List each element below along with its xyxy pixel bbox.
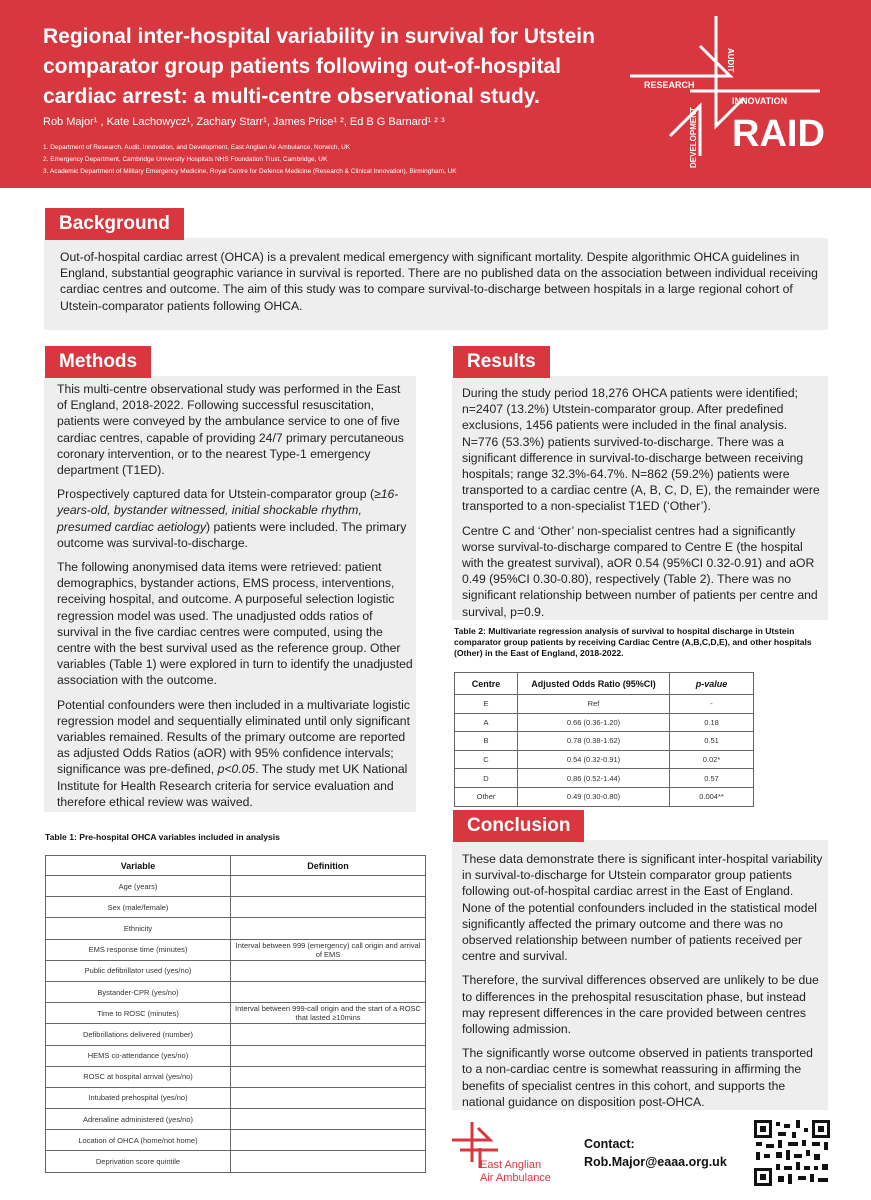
table2-cell-pvalue: 0.004** [670,787,754,806]
results-paragraph-2: Centre C and ‘Other’ non-specialist centres had a significantly worse survival-to-discharge compared to Centre E (the hospital with the greatest survival), aOR 0.54 (95%CI 0.32-0.91) and aOR 0.49 (95%CI 0.30-0.80), respectively (Table 2). There was no significant relationship between number of patients per centre and survival, p=0.9. [462,523,818,619]
table2-cell-aor: 0.86 (0.52-1.44) [518,769,670,788]
table2-cell-centre: Other [455,787,518,806]
table1-cell-definition [231,960,426,981]
table2-cell-aor: 0.78 (0.38-1.62) [518,732,670,751]
table1-cell-definition [231,1045,426,1066]
conclusion-paragraph-1: These data demonstrate there is significant inter-hospital variability in survival-to-discharge for Utstein comparator group patients following out-of-hospital cardiac arrest in the East of England. None of the potential confounders included in the statistical model significantly affected the primary outcome and there was no observed relationship between number of patients received per centre and survival. [462,852,823,964]
table2-cell-centre: D [455,769,518,788]
table1-cell-variable: Age (years) [46,876,231,897]
table1-row [46,1151,426,1172]
table2-row [455,787,754,806]
table1-cell-variable: Sex (male/female) [46,897,231,918]
results-paragraph-1: During the study period 18,276 OHCA patients were identified; n=2407 (13.2%) Utstein-comparator group. After predefined exclusions, 1456 patients were included in the final analysis. N=776 (53.3%) patients survived-to-discharge. There was a significant difference in survival-to-discharge between receiving hospitals; range 32.3%-64.7%. N=862 (59.2%) patients were transported to a cardiac centre (A, B, C, D, E), the remainder were transported to a non-specialist T1ED (‘Other’). [462,386,820,514]
table1-row [46,1003,426,1024]
contact-block [584,1135,727,1171]
footer-org-line2: Air Ambulance [480,1172,551,1184]
table1-cell-variable: Bystander-CPR (yes/no) [46,981,231,1002]
table1-cell-definition: Interval between 999-call origin and the start of a ROSC that lasted ≥10mins [231,1003,426,1024]
table2-cell-centre: B [455,732,518,751]
table1-caption: Table 1: Pre-hospital OHCA variables included in analysis [45,832,280,842]
table1-row [46,897,426,918]
methods-p2-end: ) patients were included. The primary outcome was survival-to-discharge. [57,519,407,550]
header-banner [0,0,871,188]
table1-body [46,876,426,1173]
table1-cell-definition [231,1151,426,1172]
table1 [45,855,426,1173]
table1-cell-variable: Public defibrillator used (yes/no) [46,960,231,981]
table2-row [455,713,754,732]
results-heading: Results [453,346,550,378]
affiliations [43,142,457,178]
conclusion-paragraph-2: Therefore, the survival differences observed are unlikely to be due to differences in the prehospital resuscitation phase, but instead may represent differences in the care provided between centres following admission. [462,973,819,1037]
logo-word-innovation: INNOVATION [732,96,788,106]
background-heading: Background [45,208,184,240]
table1-cell-variable: Time to ROSC (minutes) [46,1003,231,1024]
table2-cell-aor: Ref [518,695,670,714]
contact-label: Contact: [584,1137,635,1151]
table1-cell-variable: Adrenaline administered (yes/no) [46,1109,231,1130]
table1-row [46,981,426,1002]
poster-title: Regional inter-hospital variability in survival for Utstein comparator group patients following out-of-hospital cardiac arrest: a multi-centre observational study. [43,25,595,108]
methods-p2-criteria: ≥16-years-old, bystander witnessed, initial shockable rhythm, presumed cardiac aetiology [57,487,399,534]
methods-paragraph-1: This multi-centre observational study was performed in the East of England, 2018-2022. Following successful resuscitation, patients were conveyed by the ambulance service to one of five cardiac centres, capable of providing 24/7 primary percutaneous coronary intervention, or to the nearest Type-1 emergency department (T1ED). [57,382,404,478]
methods-p2-start: Prospectively captured data for Utstein-comparator group ( [57,487,375,502]
table1-cell-definition [231,876,426,897]
conclusion-paragraph-3: The significantly worse outcome observed in patients transported to a non-cardiac centre is somewhat reassuring in affirming the benefits of specialist centres in this cohort, and supports the national guidance on disposition post-OHCA. [462,1046,813,1109]
contact-email[interactable]: Rob.Major@eaaa.org.uk [584,1155,727,1169]
table1-cell-variable: ROSC at hospital arrival (yes/no) [46,1066,231,1087]
table2-body [455,695,754,807]
table2-cell-aor: 0.54 (0.32-0.91) [518,750,670,769]
table2-header-pvalue [670,673,754,695]
table1-cell-definition [231,1024,426,1045]
table2-cell-centre: C [455,750,518,769]
table2-header-aor: Adjusted Odds Ratio (95%CI) [518,673,670,695]
table1-row [46,1045,426,1066]
results-text [462,385,824,628]
table1-cell-variable: Location of OHCA (home/not home) [46,1130,231,1151]
table1-row [46,876,426,897]
table1-cell-definition [231,1066,426,1087]
methods-paragraph-2 [57,486,413,551]
table1-cell-definition: Interval between 999 (emergency) call origin and arrival of EMS [231,939,426,960]
table1-row [46,1109,426,1130]
table1-cell-variable: Defibrillations delivered (number) [46,1024,231,1045]
logo-word-development: DEVELOPMENT [689,107,698,168]
east-anglian-air-ambulance-logo [450,1118,565,1186]
table1-header-variable: Variable [46,856,231,876]
table2-row [455,769,754,788]
raid-logo [620,6,845,182]
table1-row [46,918,426,939]
table2-header-centre: Centre [455,673,518,695]
table1-cell-definition [231,918,426,939]
qr-code[interactable] [752,1118,832,1188]
methods-p4-threshold: p<0.05 [217,762,256,777]
table2-row [455,732,754,751]
table1-row [46,1130,426,1151]
logo-word-research: RESEARCH [644,80,695,90]
table1-cell-variable: Ethnicity [46,918,231,939]
table1-cell-definition [231,981,426,1002]
table2-cell-centre: E [455,695,518,714]
table2-cell-centre: A [455,713,518,732]
methods-heading: Methods [45,346,151,378]
table1-row [46,1024,426,1045]
table2-cell-pvalue: 0.57 [670,769,754,788]
affiliation-1: 1. Department of Research, Audit, Innovation, and Development, East Anglian Air Ambulance, Norwich, UK [43,144,351,151]
conclusion-text [462,851,824,1118]
methods-paragraph-3: The following anonymised data items were retrieved: patient demographics, bystander actions, EMS process, interventions, receiving hospital, and outcome. A purposeful selection logistic regression model was used. The unadjusted odds ratios of survival in the five cardiac centres were computed, using the centre with the best survival used as the reference group. Other variables (Table 1) were explored in turn to identify the unadjusted association with the outcome. [57,560,413,688]
table1-row [46,1087,426,1108]
table2-cell-pvalue: 0.02* [670,750,754,769]
table1-cell-definition [231,1130,426,1151]
table1-cell-variable: HEMS co-attendance (yes/no) [46,1045,231,1066]
table2-cell-aor: 0.49 (0.30-0.80) [518,787,670,806]
table2-caption: Table 2: Multivariate regression analysis of survival to hospital discharge in Utstein comparator group patients by receiving Cardiac Centre (A,B,C,D,E), and other hospitals (Other) in the East of England, 2018-2022. [454,626,812,658]
table2-cell-aor: 0.66 (0.36-1.20) [518,713,670,732]
table1-row [46,939,426,960]
table1-row [46,960,426,981]
footer-org-line1: East Anglian [480,1159,542,1171]
logo-brand: RAID [732,113,825,155]
methods-paragraph-4 [57,697,413,810]
methods-p4-end: . The study met UK National Institute for Health Research criteria for service evaluation and therefore ethical review was waived. [57,762,408,809]
table1-cell-variable: Intubated prehospital (yes/no) [46,1087,231,1108]
methods-text [57,381,413,818]
table2-cell-pvalue: 0.18 [670,713,754,732]
methods-p4-start: Potential confounders were then included in a multivariate logistic regression model and sequentially eliminated until only significant variables remained. Results of the primary outcome are reported as adjusted Odds Ratios (aOR) with 95% confidence intervals; significance was pre-defined, [57,697,410,777]
table1-cell-definition [231,1087,426,1108]
author-list: Rob Major¹ , Kate Lachowycz¹, Zachary Starr¹, James Price¹ ², Ed B G Barnard¹ ² ³ [43,116,445,128]
table1-header-definition: Definition [231,856,426,876]
table2-row [455,695,754,714]
affiliation-2: 2. Emergency Department, Cambridge University Hospitals NHS Foundation Trust, Cambridge, UK [43,156,328,163]
table2-header-pvalue-text: p-value [695,678,728,689]
conclusion-heading: Conclusion [453,810,584,842]
table1-cell-variable: EMS response time (minutes) [46,939,231,960]
table2 [454,672,754,807]
table1-row [46,1066,426,1087]
table2-cell-pvalue: 0.51 [670,732,754,751]
table1-cell-definition [231,897,426,918]
table2-row [455,750,754,769]
affiliation-3: 3. Academic Department of Military Emergency Medicine, Royal Centre for Defence Medicine (Research & Clinical Innovation), Birmingham, UK [43,168,457,175]
table2-cell-pvalue: - [670,695,754,714]
table1-cell-variable: Deprivation score quintile [46,1151,231,1172]
background-text: Out-of-hospital cardiac arrest (OHCA) is a prevalent medical emergency with significant mortality. Despite algorithmic OHCA guidelines in England, substantial geographic variance in survival is reported. There are no published data on the association between individual receiving cardiac centres and outcome. The aim of this study was to compare survival-to-discharge between hospitals in a large regional cohort of Utstein-comparator patients following OHCA. [60,250,818,313]
logo-word-audit: AUDIT [726,48,735,73]
table1-cell-definition [231,1109,426,1130]
